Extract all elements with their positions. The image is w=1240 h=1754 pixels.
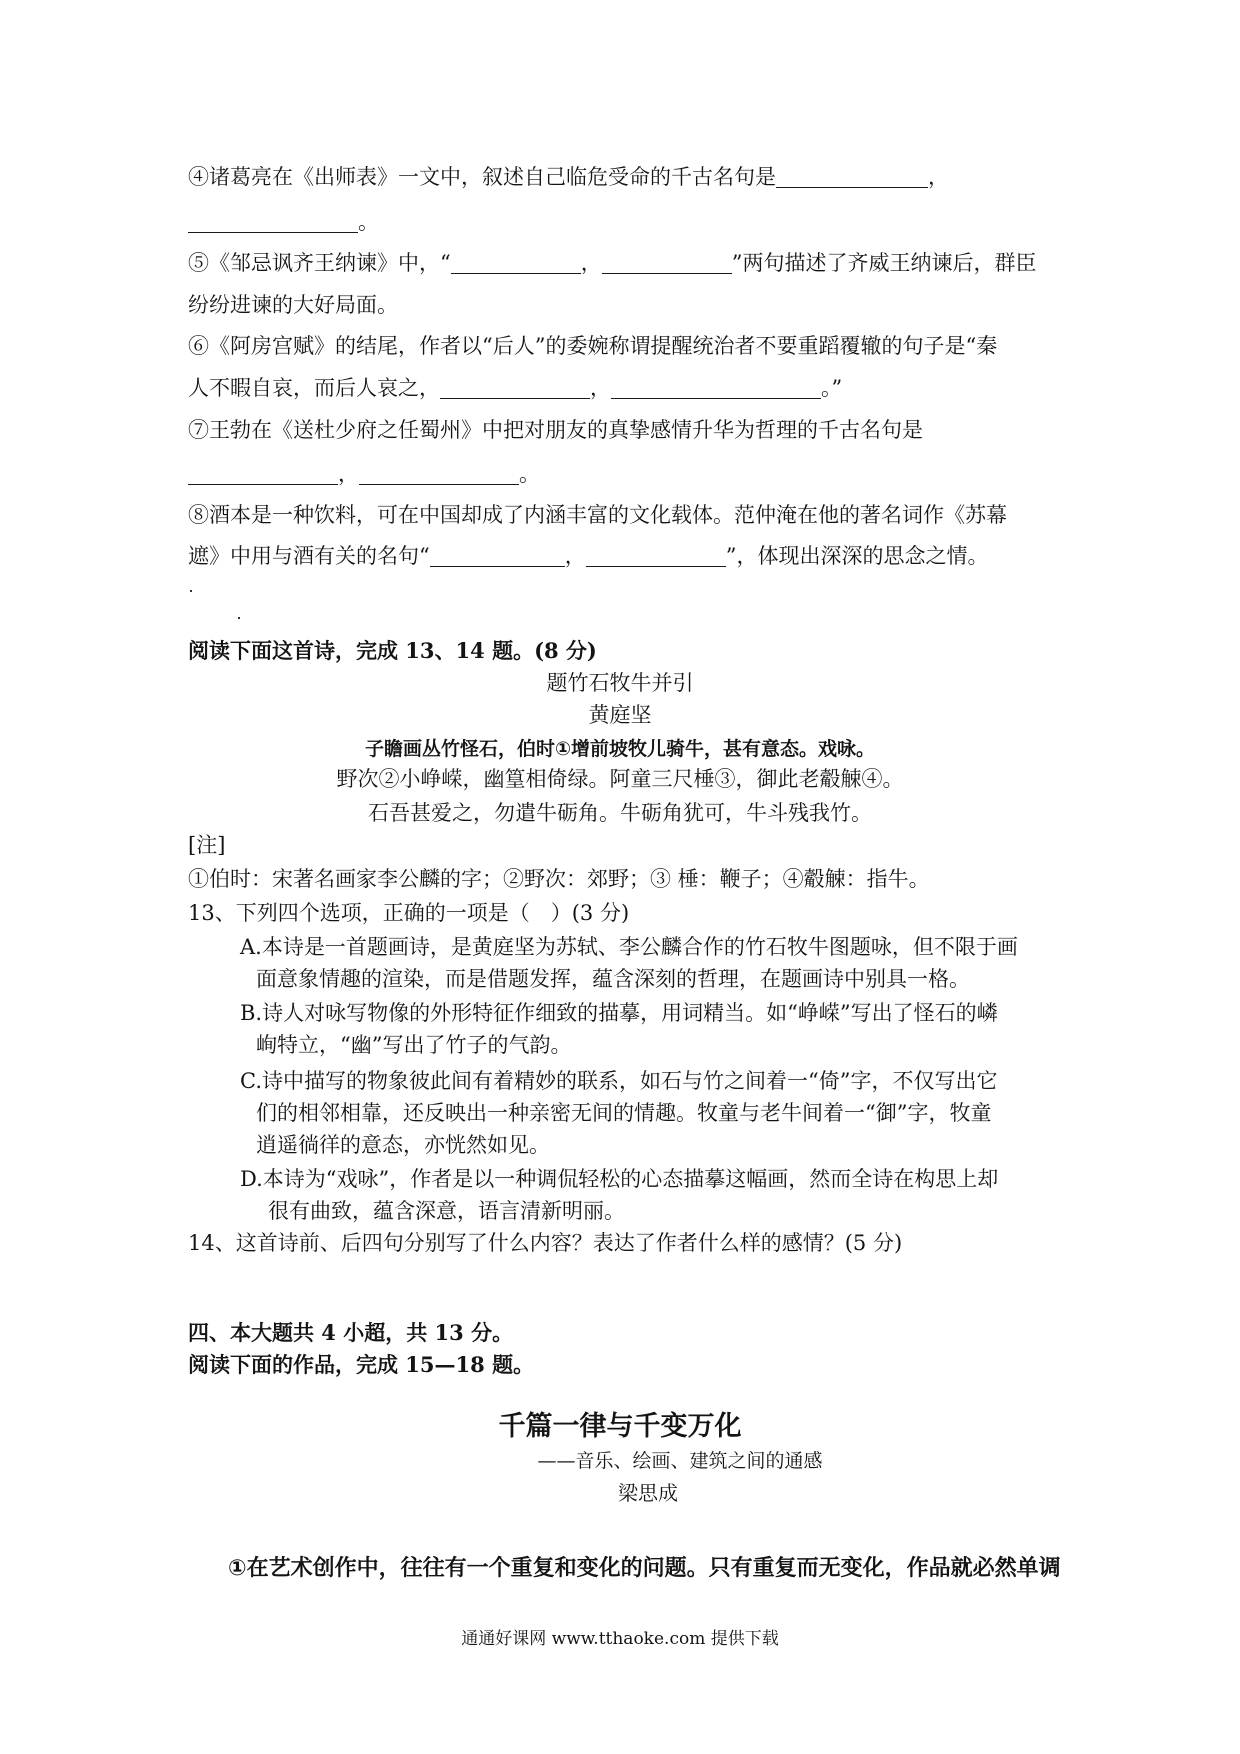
q6-comma: ， [590, 376, 611, 400]
question-14: 14、这首诗前、后四句分别写了什么内容？表达了作者什么样的感情？(5 分) [188, 1231, 903, 1255]
option-c-line2: 们的相邻相靠，还反映出一种亲密无间的情趣。牧童与老牛间着一“御”字，牧童 [256, 1101, 992, 1125]
question-8: ⑧酒本是一种饮料，可在中国却成了内涵丰富的文化载体。范仲淹在他的著名词作《苏幕 [188, 503, 1007, 527]
option-c-line3: 逍遥徜徉的意态，亦恍然如见。 [256, 1133, 550, 1157]
scan-speck [238, 617, 240, 619]
poem-author: 黄庭坚 [588, 703, 652, 727]
q8-comma: ， [564, 544, 586, 568]
article-title: 千篇一律与千变万化 [498, 1411, 742, 1442]
q8-prefix: 遮》中用与酒有关的名句“ [188, 544, 430, 568]
q7-blank-2[interactable] [359, 462, 519, 485]
option-a-line1[interactable]: A.本诗是一首题画诗，是黄庭坚为苏轼、李公麟合作的竹石牧牛图题咏，但不限于画 [240, 935, 1018, 959]
q5-suffix: ”两句描述了齐威王纳谏后，群臣 [731, 251, 1037, 275]
q5-blank-1[interactable] [451, 251, 581, 274]
question-6-line2 [188, 373, 1060, 403]
option-d-line1[interactable]: D.本诗为“戏咏”，作者是以一种调侃轻松的心态描摹这幅画，然而全诗在构思上却 [240, 1167, 999, 1191]
option-b-line2: 峋特立，“幽”写出了竹子的气韵。 [256, 1033, 572, 1057]
section-4-heading: 四、本大题共 4 小超，共 13 分。 [188, 1320, 514, 1345]
q6-blank-1[interactable] [440, 376, 590, 399]
q7-blank-1[interactable] [188, 462, 338, 485]
question-13: 13、下列四个选项，正确的一项是（ ）(3 分) [188, 901, 630, 925]
article-author: 梁思成 [618, 1481, 678, 1505]
option-c-line1[interactable]: C.诗中描写的物象彼此间有着精妙的联系，如石与竹之间着一“倚”字，不仅写出它 [240, 1069, 998, 1093]
q4-comma: ， [928, 165, 949, 189]
q6-end: 。” [821, 376, 843, 400]
poem-title: 题竹石牧牛并引 [546, 671, 694, 695]
question-5-line2: 纷纷进谏的大好局面。 [188, 293, 398, 317]
q4-blank-2[interactable] [188, 210, 358, 233]
q5-comma: ， [580, 251, 602, 275]
q5-blank-2[interactable] [602, 251, 732, 274]
question-7-line2 [188, 459, 1060, 489]
question-6: ⑥《阿房宫赋》的结尾，作者以“后人”的委婉称谓提醒统治者不要重蹈覆辙的句子是“秦 [188, 334, 998, 358]
q7-end: 。 [519, 462, 540, 486]
q6-blank-2[interactable] [611, 376, 821, 399]
q4-prefix: ④诸葛亮在《出师表》一文中，叙述自己临危受命的千古名句是 [188, 165, 776, 189]
poem-verse-1: 野次②小峥嵘，幽篁相倚绿。阿童三尺棰③，御此老觳觫④。 [336, 767, 904, 791]
note-text: ①伯时：宋著名画家李公麟的字；②野次：郊野；③ 棰：鞭子；④觳觫：指牛。 [188, 867, 930, 891]
article-subtitle: ——音乐、绘画、建筑之间的通感 [537, 1450, 823, 1472]
poem-preface: 子瞻画丛竹怪石，伯时①增前坡牧儿骑牛，甚有意态。戏咏。 [364, 738, 876, 760]
question-4 [188, 162, 1060, 192]
option-d-line2: 很有曲致，蕴含深意，语言清新明丽。 [268, 1199, 625, 1223]
question-7: ⑦王勃在《送杜少府之任蜀州》中把对朋友的真挚感情升华为哲理的千古名句是 [188, 418, 923, 442]
q4-blank-1[interactable] [776, 165, 928, 188]
note-label: [注] [188, 833, 226, 857]
footer-source: 通通好课网 www.tthaoke.com 提供下载 [461, 1629, 779, 1649]
question-5 [188, 248, 1060, 278]
poem-section-heading: 阅读下面这首诗，完成 13、14 题。(8 分) [188, 638, 597, 663]
q4-end: 。 [358, 210, 379, 234]
question-4-line2 [188, 207, 1060, 237]
poem-verse-2: 石吾甚爱之，勿遣牛砺角。牛砺角犹可，牛斗残我竹。 [368, 801, 872, 825]
q6-prefix: 人不暇自哀，而后人哀之， [188, 376, 440, 400]
question-8-line2 [188, 541, 1060, 571]
q8-blank-1[interactable] [430, 544, 565, 567]
section-4-instruction: 阅读下面的作品，完成 15—18 题。 [188, 1352, 535, 1377]
scan-speck [190, 590, 192, 592]
q5-prefix: ⑤《邹忌讽齐王纳谏》中，“ [188, 251, 451, 275]
q7-comma: ， [338, 462, 359, 486]
option-b-line1[interactable]: B.诗人对咏写物像的外形特征作细致的描摹，用词精当。如“峥嵘”写出了怪石的嶙 [240, 1001, 998, 1025]
q8-blank-2[interactable] [586, 544, 726, 567]
q8-suffix: ”，体现出深深的思念之情。 [725, 544, 989, 568]
option-a-line2: 面意象情趣的渲染，而是借题发挥，蕴含深刻的哲理，在题画诗中别具一格。 [256, 967, 970, 991]
article-paragraph-1: ①在艺术创作中，往往有一个重复和变化的问题。只有重复而无变化，作品就必然单调 [228, 1556, 1061, 1581]
